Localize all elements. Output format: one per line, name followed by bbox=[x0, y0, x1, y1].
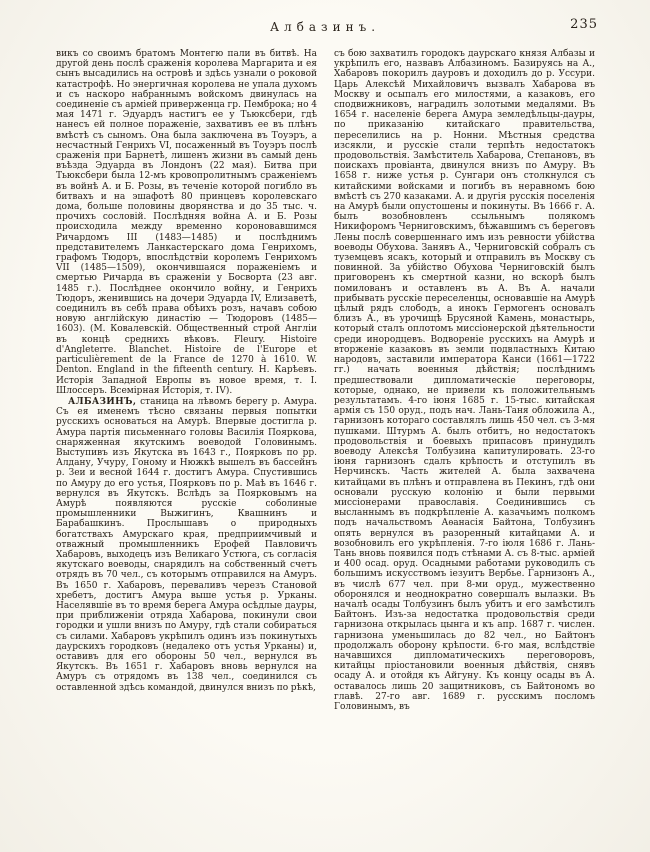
entry-headword: АЛБАЗИНЪ, bbox=[68, 396, 137, 407]
text-columns bbox=[56, 49, 596, 712]
page-header bbox=[44, 17, 606, 38]
left-column bbox=[56, 49, 317, 712]
paragraph-albazin-entry bbox=[56, 397, 317, 693]
entry-text: станица на лѣвомъ берегу р. Амура. Съ ея именемъ тѣсно связаны первыя попытки русскихъ основаться на Амурѣ. Впервые достигла р. Амура партія письменнаго головы Василія Пояркова, снаряженная якутскимъ воеводой Головинымъ. Выступивъ изъ Якутска въ 1643 г., Поярковъ по рр. Алдану, Учуру, Гоному и Нюжкѣ вышелъ въ бассейнъ р. Зеи и весной 1644 г. достигъ Амура. Спустившись по Амуру до его устья, Поярковъ по р. Маѣ въ 1646 г. вернулся въ Якутскъ. Вслѣдъ за Поярковымъ на Амурѣ появляются русскіе соболиные промышленники Выжигинъ, Квашнинъ и Барабашкинъ. Прослышавъ о природныхъ богатствахъ Амурскаго края, предприимчивый и отважный промышленникъ Ерофей Павловичъ Хабаровъ, выходецъ изъ Великаго Устюга, съ согласія якутскаго воеводы, снарядилъ на собственный счетъ отрядъ въ 70 чел., съ которымъ отправился на Амуръ. Въ 1650 г. Хабаровъ, переваливъ черезъ Становой хребетъ, достигъ Амура выше устья р. Урканы. Населявшіе въ то время берега Амура осѣдлые дауры, при приближеніи отряда Хабарова, покинули свои городки и ушли внизъ по Амуру, гдѣ стали собираться съ силами. Хабаровъ укрѣпилъ одинъ изъ покинутыхъ даурскихъ городковъ (недалеко отъ устья Урканы) и, оставивъ для его обороны 50 чел., вернулся въ Якутскъ. Въ 1651 г. Хабаровъ вновь вернулся на Амуръ съ отрядомъ въ 138 чел., соединился съ оставленной здѣсь командой, двинулся внизъ по рѣкѣ, bbox=[56, 396, 317, 693]
paragraph-roses-continuation: викъ со своимъ братомъ Монтегю пали въ битвѣ. На другой день послѣ сраженія королева Маргарита и ея сынъ высадились на островѣ и здѣсь узнали о роковой катастрофѣ. Но энергичная королева не упала духомъ и съ наскоро набраннымъ войскомъ двинулась на соединеніе съ арміей приверженца гр. Пемброка; но 4 мая 1471 г. Эдуардъ настигъ ее у Тьюксбери, гдѣ нанесъ ей полное пораженіе, захвативъ ее въ плѣнъ вмѣстѣ съ сыномъ. Она была заключена въ Тоуэръ, а несчастный Генрихъ VI, посаженный въ Тоуэръ послѣ сраженія при Барнетѣ, лишенъ жизни въ самый день въѣзда Эдуарда въ Лондонъ (22 мая). Битва при Тьюксбери была 12-мъ кровопролитнымъ сраженіемъ въ войнѣ А. и Б. Розы, въ теченіе которой погибло въ битвахъ и на эшафотѣ 80 принцевъ королевскаго дома, больше половины дворянства и до 35 тыс. ч. прочихъ сословій. Послѣдняя война А. и Б. Розы происходила между временно короновавшимся Ричардомъ III (1483—1485) и послѣднимъ представителемъ Ланкастерскаго дома Генрихомъ, графомъ Тюдоръ, впослѣдствіи королемъ Генрихомъ VII (1485—1509), окончившаяся пораженіемъ и смертью Ричарда въ сраженіи у Босворта (23 авг. 1485 г.). Послѣднее окончило войну, и Генрихъ Тюдоръ, женившись на дочери Эдуарда IV, Елизаветѣ, соединилъ въ себѣ права обѣихъ розъ, начавъ собою новую англійскую династію — Тюдоровъ (1485—1603). (М. Ковалевскій. Общественный строй Англіи въ концѣ среднихъ вѣковъ. Fleury. Histoire d'Angleterre. Blanchet. Histoire de l'Europe et particulièrement de la France de 1270 à 1610. W. Denton. England in the fifteenth century. Н. Карѣевъ. Исторія Западной Европы въ новое время, т. I. Шлоссеръ. Всемірная Исторія, т. IV). bbox=[56, 49, 317, 396]
running-title: Албазинъ. bbox=[269, 20, 381, 34]
paragraph-albazin-continuation: съ бою захватилъ городокъ даурскаго князя Албазы и укрѣпилъ его, назвавъ Албазиномъ. Базируясь на А., Хабаровъ покорилъ дауровъ и доходилъ до р. Уссури. Царь Алексѣй Михайловичъ вызвалъ Хабарова въ Москву и осыпалъ его милостями, а казаковъ, его сподвижниковъ, наградилъ золотыми медалями. Въ 1654 г. населеніе берега Амура земледѣльцы-дауры, по приказанію китайскаго правительства, переселились на р. Нонни. Мѣстныя средства изсякли, и русскіе стали терпѣть недостатокъ продовольствія. Замѣститель Хабарова, Степановъ, въ поискахъ провіанта, двинулся внизъ по Амуру. Въ 1658 г. ниже устья р. Сунгари онъ столкнулся съ китайскими войсками и погибъ въ неравномъ бою вмѣстѣ съ 270 казаками. А. и другія русскія поселенія на Амурѣ были опустошены и покинуты. Въ 1666 г. А. былъ возобновленъ ссыльнымъ полякомъ Никифоромъ Черниговскимъ, бѣжавшимъ съ береговъ Лены послѣ совершеннаго имъ изъ ревности убійства воеводы Обухова. Занявъ А., Черниговскій собралъ съ туземцевъ ясакъ, который и отправилъ въ Москву съ повинной. За убійство Обухова Черниговскій былъ приговоренъ къ смертной казни, но вскорѣ былъ помилованъ и оставленъ въ А. Въ А. начали прибывать русскіе переселенцы, основавшіе на Амурѣ цѣлый рядъ слободъ, а инокъ Гермогенъ основалъ близъ А., въ урочищѣ Брусяной Камень, монастырь, который сталъ оплотомъ миссіонерской дѣятельности среди инородцевъ. Водвореніе русскихъ на Амурѣ и вторженіе казаковъ въ земли подвластныхъ Китаю народовъ, заставили императора Канси (1661—1722 гг.) начать военныя дѣйствія; послѣднимъ предшествовали дипломатическіе переговоры, которые, однако, не привели къ положительнымъ результатамъ. 4-го іюня 1685 г. 15-тыс. китайская армія съ 150 оруд., подъ нач. Лань-Таня обложила А., гарнизонъ котораго составлялъ лишь 450 чел. съ 3-мя пушками. Штурмъ А. былъ отбитъ, но недостатокъ продовольствія и боевыхъ припасовъ принудилъ воеводу Алексѣя Толбузина капитулировать. 23-го іюня гарнизонъ сдалъ крѣпость и отступилъ въ Нерчинскъ. Часть жителей А. была захвачена китайцами въ плѣнъ и отправлена въ Пекинъ, гдѣ они основали русскую колонію и были первыми миссіонерами православія. Соединившись съ высланнымъ въ подкрѣпленіе А. казачьимъ полкомъ подъ начальствомъ Аѳанасія Байтона, Толбузинъ опять вернулся въ разоренный китайцами А. и возобновилъ его укрѣпленія. 7-го іюля 1686 г. Лань-Тань вновь появился подъ стѣнами А. съ 8-тыс. арміей и 400 осад. оруд. Осадными работами руководилъ съ большимъ искусствомъ іезуитъ Вербье. Гарнизонъ А., въ числѣ 677 чел. при 8-ми оруд., мужественно оборонялся и неоднократно совершалъ вылазки. Въ началѣ осады Толбузинъ былъ убитъ и его замѣстилъ Байтонъ. Изъ-за недостатка продовольствія среди гарнизона открылась цынга и къ апр. 1687 г. числен. гарнизона уменьшилась до 82 чел., но Байтонъ продолжалъ оборону крѣпости. 6-го мая, вслѣдствіе начавшихся дипломатическихъ переговоровъ, китайцы пріостановили военныя дѣйствія, снявъ осаду А. и отойдя къ Айгуну. Къ концу осады въ А. оставалось лишь 20 защитниковъ, съ Байтономъ во главѣ. 27-го авг. 1689 г. русскимъ посломъ Головинымъ, въ bbox=[334, 49, 595, 712]
right-column bbox=[334, 49, 595, 712]
page-number: 235 bbox=[570, 17, 598, 32]
